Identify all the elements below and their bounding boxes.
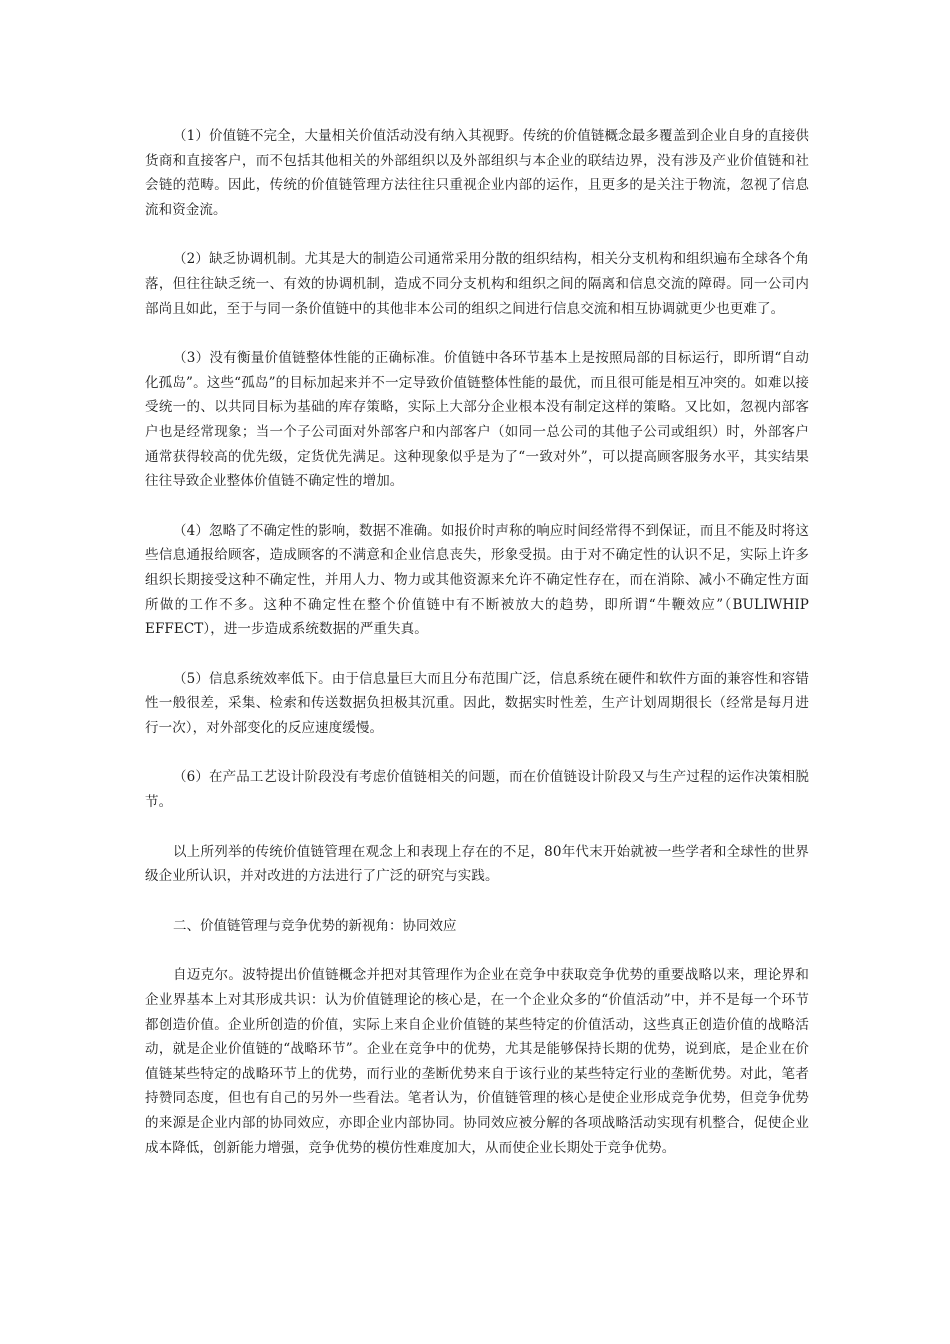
paragraph-information-system-inefficiency: （5）信息系统效率低下。由于信息量巨大而且分布范围广泛，信息系统在硬件和软件方面的兼容性和容错性一般很差，采集、检索和传送数据负担极其沉重。因此，数据实时性差，生产计划周期很长（经常是每月进行一次），对外部变化的反应速度缓慢。 (145, 670, 809, 736)
paragraph-design-disconnect: （6）在产品工艺设计阶段没有考虑价值链相关的问题，而在价值链设计阶段又与生产过程的运作决策相脱节。 (145, 769, 809, 811)
paragraph-summary: 以上所列举的传统价值链管理在观念上和表现上存在的不足，80年代末开始就被一些学者和全球性的世界级企业所认识，并对改进的方法进行了广泛的研究与实践。 (145, 843, 809, 885)
paragraph-uncertainty-ignored: （4）忽略了不确定性的影响，数据不准确。如报价时声称的响应时间经常得不到保证，而且不能及时将这些信息通报给顾客，造成顾客的不满意和企业信息丧失，形象受损。由于对不确定性的认识不足，实际上许多组织长期接受这种不确定性，并用人力、物力或其他资源来允许不确定性存在，而在消除、减小不确定性方面所做的工作不多。这种不确定性在整个价值链中有不断被放大的趋势，即所谓“牛鞭效应”（BULIWHIP EFFECT），进一步造成系统数据的严重失真。 (145, 522, 809, 638)
section-heading: 二、价值链管理与竞争优势的新视角：协同效应 (173, 917, 457, 934)
paragraph-synergy-effect: 自迈克尔。波特提出价值链概念并把对其管理作为企业在竞争中获取竞争优势的重要战略以来，理论界和企业界基本上对其形成共识：认为价值链理论的核心是，在一个企业众多的“价值活动”中，并不是每一个环节都创造价值。企业所创造的价值，实际上来自企业价值链的某些特定的价值活动，这些真正创造价值的战略活动，就是企业价值链的“战略环节”。企业在竞争中的优势，尤其是能够保持长期的优势，说到底，是企业在价值链某些特定的战略环节上的优势，而行业的垄断优势来自于该行业的某些特定行业的垄断优势。对此，笔者持赞同态度，但也有自己的另外一些看法。笔者认为，价值链管理的核心是使企业形成竞争优势，但竞争优势的来源是企业内部的协同效应，亦即企业内部协同。协同效应被分解的各项战略活动实现有机整合，促使企业成本降低，创新能力增强，竞争优势的模仿性难度加大，从而使企业长期处于竞争优势。 (145, 967, 809, 1156)
paragraph-incomplete-value-chain: （1）价值链不完全，大量相关价值活动没有纳入其视野。传统的价值链概念最多覆盖到企业自身的直接供货商和直接客户，而不包括其他相关的外部组织以及外部组织与本企业的联结边界，没有涉及产业价值链和社会链的范畴。因此，传统的价值链管理方法往往只重视企业内部的运作，且更多的是关注于物流，忽视了信息流和资金流。 (145, 128, 809, 218)
paragraph-no-performance-standard: （3）没有衡量价值链整体性能的正确标准。价值链中各环节基本上是按照局部的目标运行，即所谓“自动化孤岛”。这些“孤岛”的目标加起来并不一定导致价值链整体性能的最优，而且很可能是相互冲突的。如难以接受统一的、以共同目标为基础的库存策略，实际上大部分企业根本没有制定这样的策略。又比如，忽视内部客户也是经常现象；当一个子公司面对外部客户和内部客户（如同一总公司的其他子公司或组织）时，外部客户通常获得较高的优先级，定货优先满足。这种现象似乎是为了“一致对外”，可以提高顾客服务水平，其实结果往往导致企业整体价值链不确定性的增加。 (145, 350, 809, 490)
document-body (145, 124, 809, 1185)
paragraph-lack-of-coordination: （2）缺乏协调机制。尤其是大的制造公司通常采用分散的组织结构，相关分支机构和组织遍布全球各个角落，但往往缺乏统一、有效的协调机制，造成不同分支机构和组织之间的隔离和信息交流的障碍。同一公司内部尚且如此，至于与同一条价值链中的其他非本公司的组织之间进行信息交流和相互协调就更少也更难了。 (145, 251, 809, 317)
